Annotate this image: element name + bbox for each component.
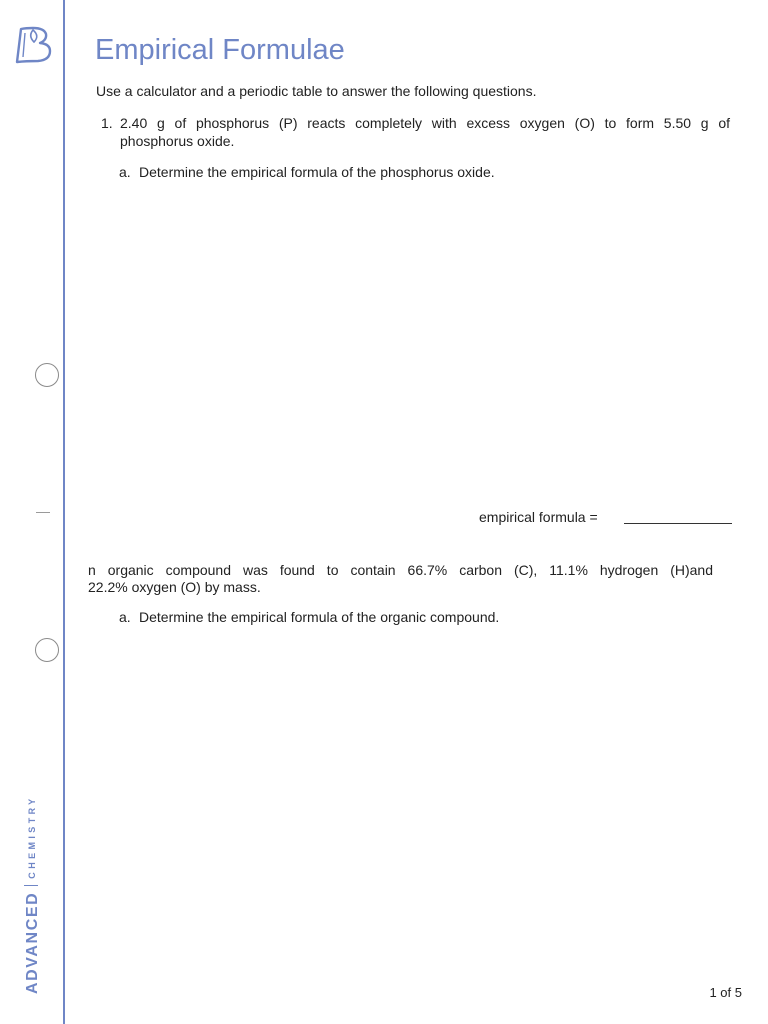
logo-b-icon (14, 24, 54, 68)
page-title: Empirical Formulae (95, 34, 345, 66)
brand-separator (24, 885, 38, 886)
answer-blank-line[interactable] (624, 523, 732, 524)
instructions: Use a calculator and a periodic table to answer the following questions. (96, 83, 537, 99)
question-2-text-line2: 22.2% oxygen (O) by mass. (88, 579, 261, 595)
page-number: 1 of 5 (709, 985, 742, 1000)
question-2a-label: a. (119, 609, 131, 625)
brand-vertical (24, 795, 42, 994)
question-1a-text: Determine the empirical formula of the phosphorus oxide. (139, 164, 495, 180)
fold-tick (36, 512, 50, 513)
question-1a-label: a. (119, 164, 131, 180)
question-2a-text: Determine the empirical formula of the organic compound. (139, 609, 500, 625)
binder-hole-top (35, 363, 59, 387)
question-2-text-line1: n organic compound was found to contain 66.7% carbon (C), 11.1% hydrogen (H)and (88, 562, 713, 578)
margin-rule (63, 0, 65, 1024)
answer-label: empirical formula = (479, 509, 598, 525)
question-1-text-line2: phosphorus oxide. (120, 133, 235, 149)
question-1-text-line1: 2.40 g of phosphorus (P) reacts completely with excess oxygen (O) to form 5.50 g of (120, 115, 730, 131)
question-1-number: 1. (101, 115, 113, 131)
binder-hole-bottom (35, 638, 59, 662)
brand-subject: CHEMISTRY (27, 795, 37, 879)
brand-word: ADVANCED (24, 891, 41, 994)
